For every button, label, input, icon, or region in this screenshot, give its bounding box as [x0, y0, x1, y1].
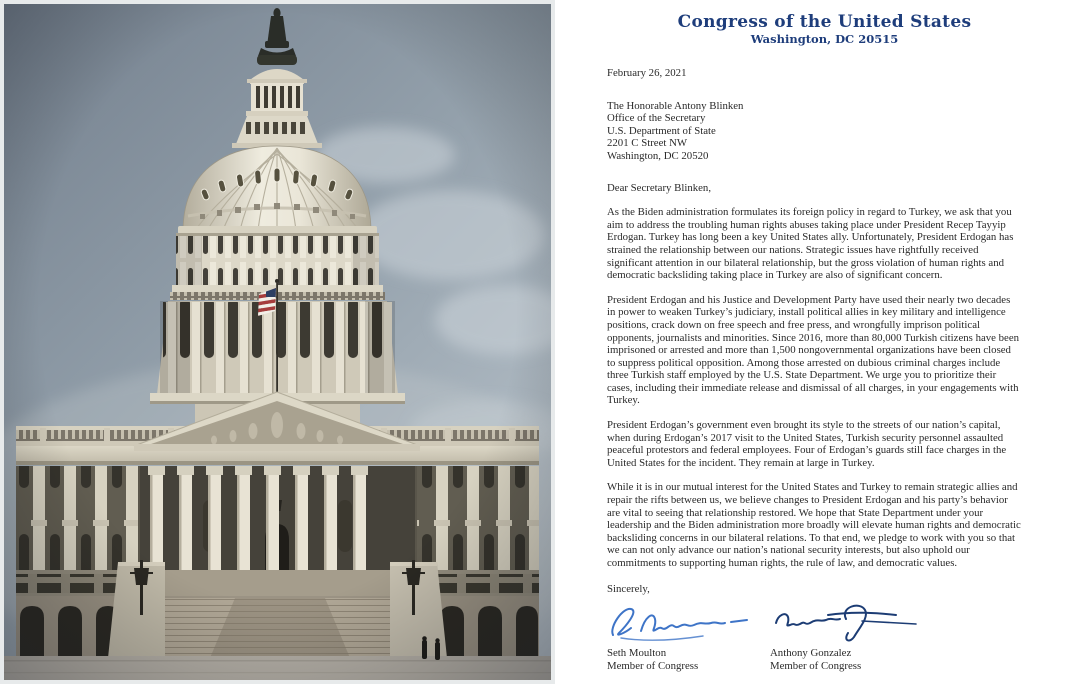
letter-paragraph: While it is in our mutual interest for the United States and Turkey to remain strategic allies and repair the rifts between us, we believe changes to President Erdogan and his party’s behavior are vital to seeing that relationship restored. We hope that State Department under your leadership and the Biden administration more broadly will elevate human rights and democratic backsliding concerns in our bilateral relations. To that end, we pledge to work with you so that we can not only advance our nation’s national security interests, but also uphold our commitments to supporting human rights, the rule of law, and democratic values. — [607, 481, 1021, 569]
recipient-line: U.S. Department of State — [607, 124, 716, 137]
signer-moulton — [607, 601, 770, 672]
closing: Sincerely, — [607, 582, 650, 595]
signature-block — [607, 601, 1042, 672]
letter-date: February 26, 2021 — [607, 67, 687, 79]
recipient-line: Washington, DC 20520 — [607, 149, 709, 162]
letterhead-title: Congress of the United States — [677, 12, 972, 32]
salutation: Dear Secretary Blinken, — [607, 181, 712, 194]
letter-paragraph: As the Biden administration formulates its foreign policy in regard to Turkey, we ask that you aim to address the troubling human rights abuses taking place under President Recep Tayyip Erdogan. Turkey has long been a key United States ally. Unfortunately, President Erdogan has strained the relationship between our nations. Strategic issues have rightfully received significant attention in our bilateral relationship, but the gross violation of human rights and democratic backsliding taking place in Turkey are also of significant concern. — [607, 206, 1014, 282]
letterhead-address: Washington, DC 20515 — [750, 32, 899, 46]
seth-moulton-signature — [607, 601, 759, 645]
recipient-line: The Honorable Antony Blinken — [607, 99, 744, 112]
signer-name: Seth Moulton — [607, 647, 667, 660]
anthony-gonzalez-signature — [770, 601, 922, 645]
signer-gonzalez — [770, 601, 933, 672]
recipient-line: Office of the Secretary — [607, 112, 706, 125]
recipient-line: 2201 C Street NW — [607, 137, 688, 150]
recipient-address — [607, 100, 1042, 163]
congressional-letter — [555, 0, 1080, 684]
signer-name: Anthony Gonzalez — [770, 647, 852, 660]
signer-title: Member of Congress — [770, 659, 862, 672]
letter-paragraph: President Erdogan’s government even brought its style to the streets of our nation’s capital, when during Erdogan’s 2017 visit to the United States, Turkish security personnel assaulted peaceful protestors and federal employees. Four of Erdogan’s guards still face charges in the United States for the incident. They remain at large in Turkey. — [607, 419, 1007, 469]
letterhead — [607, 12, 1042, 47]
signer-title: Member of Congress — [607, 659, 699, 672]
letter-paragraph: President Erdogan and his Justice and Development Party have used their nearly two decades in power to weaken Turkey’s judiciary, install political allies in key military and intelligence positions, crack down on free speech and free press, and wrongfully imprison political opponents, journalists and minorities. Since 2016, more than 80,000 Turkish citizens have been imprisoned or arrested and more than 1,500 nongovernmental organizations have been closed to suppress political opposition. Among those arrested on dubious criminal charges include three Turkish staff employed by the U.S. State Department. We urge you to prioritize their cases, including their immediate release and dismissal of all charges, in your engagements with Turkey. — [607, 293, 1020, 407]
